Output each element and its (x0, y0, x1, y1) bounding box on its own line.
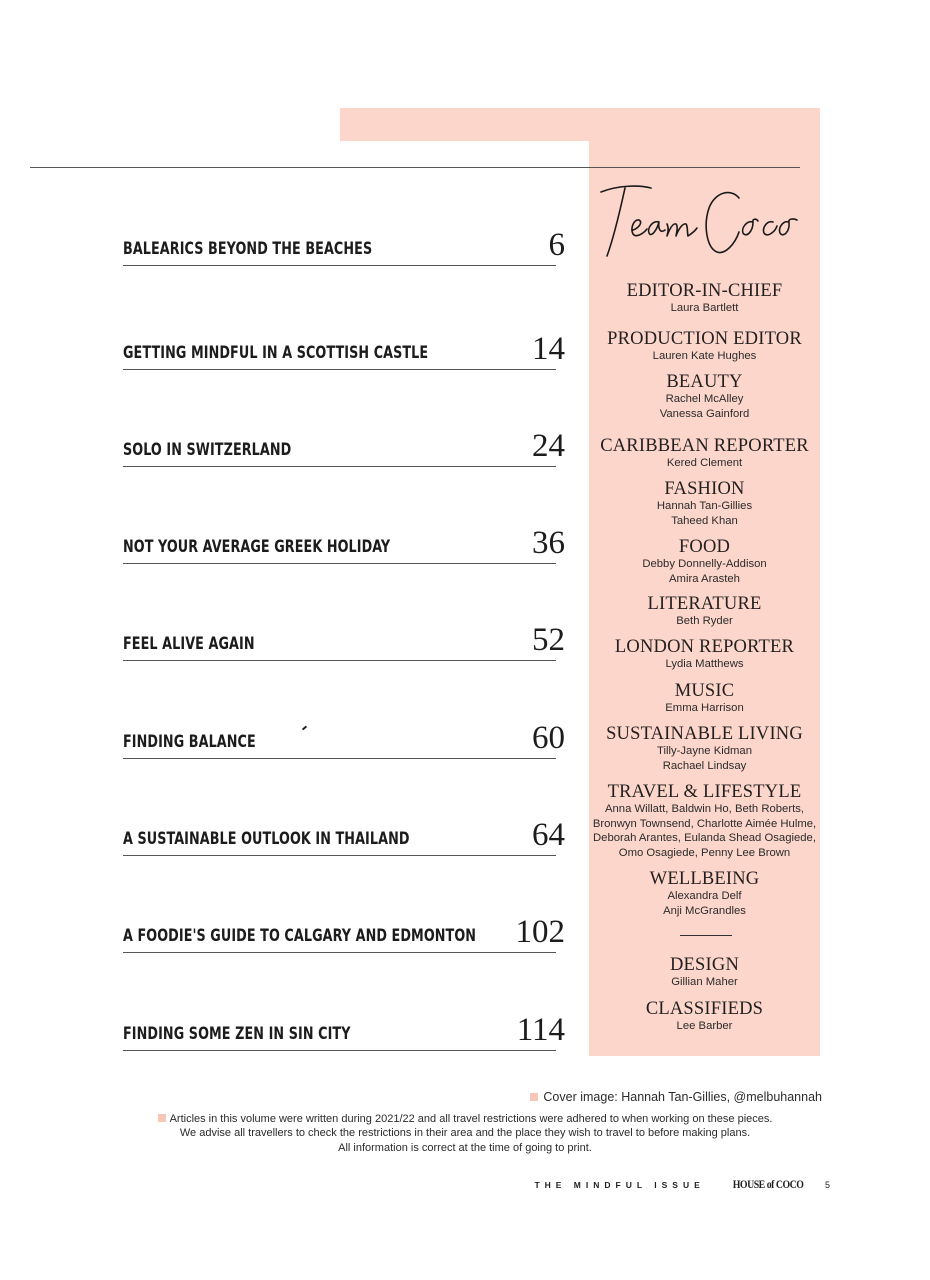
team-role (589, 638, 820, 672)
team-role (589, 282, 820, 316)
role-name: Kered Clement (666, 457, 743, 469)
entry-page-number: 102 (515, 914, 565, 950)
role-title: LITERATURE (647, 594, 762, 614)
page-footer (534, 1177, 830, 1192)
role-name: Beth Ryder (676, 615, 733, 627)
issue-name: THE MINDFUL ISSUE (534, 1179, 705, 1190)
entry-rule (123, 265, 556, 266)
contents-entry[interactable] (123, 226, 573, 266)
travel-restrictions-note (0, 1112, 930, 1155)
entry-rule (123, 952, 556, 953)
role-name: Tilly-Jayne Kidman (656, 745, 752, 757)
role-name: Amira Arasteh (669, 572, 740, 585)
entry-title: FINDING BALANCE (123, 732, 256, 751)
role-name: Anna Willatt, Baldwin Ho, Beth Roberts, (604, 803, 805, 815)
role-name: Rachael Lindsay (662, 759, 747, 772)
role-name: Emma Harrison (665, 702, 744, 714)
role-name: Omo Osagiede, Penny Lee Brown (618, 846, 791, 859)
team-role (589, 538, 820, 586)
note-line: We advise all travellers to check the restrictions in their area and the place they wish to travel to before making plans. (179, 1127, 751, 1140)
entry-page-number: 64 (532, 817, 565, 853)
role-title: SUSTAINABLE LIVING (606, 724, 803, 744)
role-title: DESIGN (669, 955, 740, 975)
role-name: Hannah Tan-Gillies (656, 500, 753, 512)
entry-page-number: 60 (532, 720, 565, 756)
role-name: Vanessa Gainford (659, 407, 750, 420)
contents-entry[interactable] (123, 621, 573, 661)
entry-rule (123, 369, 556, 370)
team-coco-script-heading (589, 176, 820, 266)
team-role (589, 783, 820, 860)
entry-title: FEEL ALIVE AGAIN (123, 634, 255, 653)
team-role (589, 870, 820, 918)
team-role (589, 330, 820, 364)
entry-rule (123, 660, 556, 661)
role-name: Deborah Arantes, Eulanda Shead Osagiede, (593, 832, 816, 845)
team-role (589, 373, 820, 421)
role-title: PRODUCTION EDITOR (607, 329, 802, 349)
team-role (589, 1000, 820, 1034)
page-number: 5 (824, 1179, 830, 1190)
entry-title: A SUSTAINABLE OUTLOOK IN THAILAND (123, 829, 410, 848)
entry-page-number: 6 (548, 227, 565, 263)
team-role (589, 956, 820, 990)
contents-entry[interactable] (123, 1011, 573, 1051)
entry-page-number: 52 (532, 622, 565, 658)
entry-title: NOT YOUR AVERAGE GREEK HOLIDAY (123, 537, 391, 556)
team-role (589, 595, 820, 629)
entry-title: BALEARICS BEYOND THE BEACHES (123, 239, 373, 258)
role-name: Taheed Khan (671, 514, 738, 527)
entry-page-number: 14 (532, 331, 565, 367)
cover-credit-text: Cover image: Hannah Tan-Gillies, @melbuhannah (543, 1090, 822, 1104)
role-title: MUSIC (674, 681, 735, 701)
note-line: Articles in this volume were written during 2021/22 and all travel restrictions were adhered to when working on these pieces. (169, 1113, 773, 1125)
entry-title: SOLO IN SWITZERLAND (123, 440, 292, 459)
entry-rule (123, 855, 556, 856)
role-title: BEAUTY (666, 372, 743, 392)
entry-rule (123, 758, 556, 759)
brand-logo: HOUSE of COCO (732, 1177, 804, 1191)
team-section-divider (680, 935, 732, 936)
entry-rule (123, 1050, 556, 1051)
entry-page-number: 114 (516, 1012, 565, 1048)
entry-rule (123, 466, 556, 467)
role-title: CARIBBEAN REPORTER (600, 436, 809, 456)
role-title: FASHION (664, 479, 745, 499)
contents-entry[interactable] (123, 913, 573, 953)
pink-square-bullet-icon (530, 1093, 538, 1101)
role-name: Anji McGrandles (663, 904, 746, 917)
role-title: WELLBEING (649, 869, 760, 889)
entry-page-number: 36 (532, 525, 565, 561)
team-role (589, 682, 820, 716)
contents-entry[interactable] (123, 524, 573, 564)
entry-rule (123, 563, 556, 564)
entry-title: GETTING MINDFUL IN A SCOTTISH CASTLE (123, 343, 429, 362)
contents-entry[interactable] (123, 427, 573, 467)
role-name: Alexandra Delf (667, 890, 742, 902)
role-title: TRAVEL & LIFESTYLE (607, 782, 802, 802)
role-name: Rachel McAlley (665, 393, 744, 405)
contents-entry[interactable] (123, 719, 573, 759)
contents-entry[interactable] (123, 330, 573, 370)
role-title: FOOD (678, 537, 731, 557)
entry-title: FINDING SOME ZEN IN SIN CITY (123, 1024, 351, 1043)
role-name: Bronwyn Townsend, Charlotte Aimée Hulme, (592, 817, 817, 830)
role-name: Debby Donnelly-Addison (642, 558, 767, 570)
role-title: CLASSIFIEDS (645, 999, 764, 1019)
team-role (589, 437, 820, 471)
cover-credit (530, 1090, 822, 1104)
role-name: Laura Bartlett (670, 302, 739, 314)
team-role (589, 725, 820, 773)
entry-title: A FOODIE'S GUIDE TO CALGARY AND EDMONTON (123, 926, 477, 945)
top-divider-line (30, 167, 800, 168)
role-name: Gillian Maher (671, 976, 738, 988)
role-title: EDITOR-IN-CHIEF (626, 281, 783, 301)
role-name: Lauren Kate Hughes (652, 350, 757, 362)
role-name: Lydia Matthews (665, 658, 744, 670)
note-line: All information is correct at the time of going to print. (338, 1141, 592, 1154)
pink-square-bullet-icon (158, 1114, 166, 1122)
team-role (589, 480, 820, 528)
entry-page-number: 24 (532, 428, 565, 464)
contents-entry[interactable] (123, 816, 573, 856)
role-name: Lee Barber (676, 1020, 733, 1032)
role-title: LONDON REPORTER (614, 637, 795, 657)
